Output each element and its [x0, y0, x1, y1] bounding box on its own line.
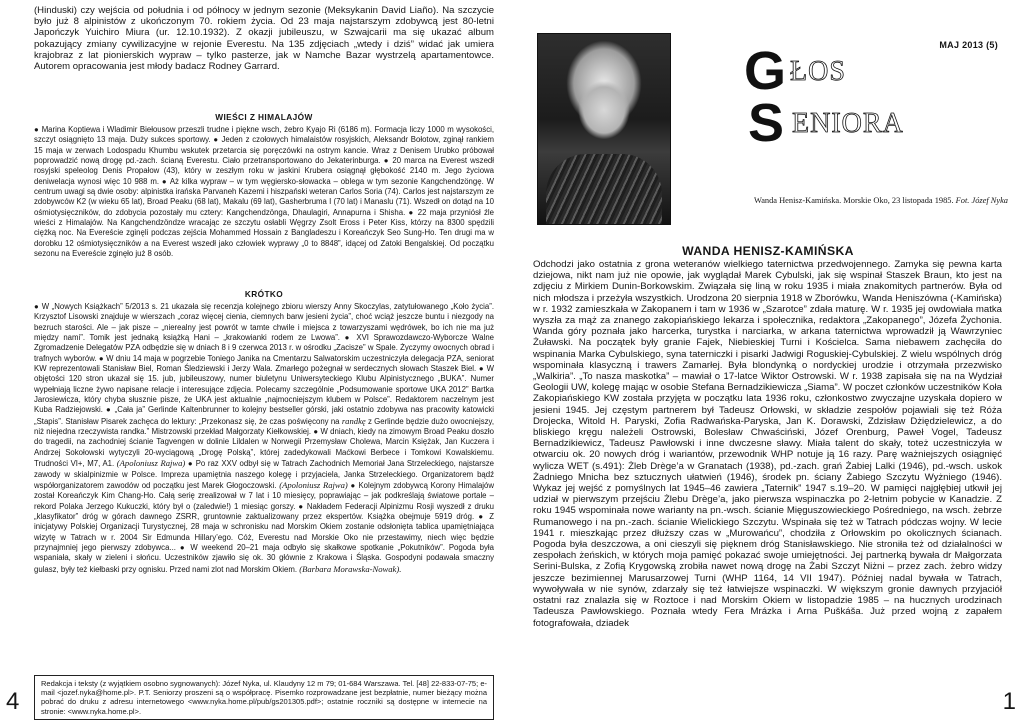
page-number-right: 1: [1002, 688, 1016, 715]
masthead-eniora: ENIORA: [792, 108, 904, 139]
right-page: [512, 0, 1024, 724]
section-heading-krotko: KRÓTKO: [244, 289, 284, 299]
photo-caption: [708, 196, 1008, 205]
krotko-em-4: (Barbara Morawska-Nowak).: [299, 563, 402, 574]
photo-coat-shape: [546, 154, 662, 224]
krotko-text-b: z Gerlinde będzie dużo owocniejszy, niż niejedna rzeczywista randka.” Mistrzowski przekład Małgorzaty Kiełkowskiej. ● W dniach, kiedy na zimowym Broad Peaku doszło do tragedii, na zachodniej ścianie Tagvengen w dolinie Lildalen w Norwegii Przemysław Cholewa, Marcin Księżak, Jan Kuczera i Andrzej Sokołowski wytyczyli 20-wyciągową „Drogę Polską”, której zadedykowali Maćkowi Berbece i Tomkowi Kowalskiemu. Trudności VI+, M7, A1.: [34, 416, 495, 469]
imprint-box: Redakcja i teksty (z wyjątkiem osobno sygnowanych): Józef Nyka, ul. Klaudyny 12 m 79; 01-684 Warszawa. Tel. [48] 22-833-07-75; e-mail <jozef.nyka@home.pl>. P.T. Seniorzy proszeni są o współpracę. Pisemko rozprowadzane jest bezpłatnie, numer bieżący można pobrać do druku z adresu internetowego <www.nyka.home.pl/pub/gs201305.pdf>; ostatnie roczniki są dostępne w internecie na stronie: <www.nyka.home.pl>.: [34, 675, 494, 720]
caption-credit: Fot. Józef Nyka: [955, 196, 1008, 205]
krotko-em-1: randkę: [341, 415, 366, 426]
masthead-letter-s: S: [748, 93, 785, 153]
krotko-text-c: ● Po raz XXV odbył się w Tatrach Zachodnich Memoriał Jana Strzeleckiego, najstarsze zawody w skialpinizmie w Polsce. Impreza upamiętnia naszego kolegę i przyjaciela, Janka Strzeleckiego. Organizatorem bądź współorganizatorem zawodów od początku jest Marek Głogoczowski.: [34, 459, 494, 490]
krotko-paragraph: [34, 302, 494, 575]
section-heading-himalaje: WIEŚCI Z HIMALAJÓW: [215, 112, 313, 122]
himalaje-paragraph: ● Marina Koptiewa i Wladimir Biełousow przeszli trudne i piękne wsch, żebro Kyajo Ri (6186 m). Formacja liczy 1000 m wysokości, szczyt osiągnięto 13 maja. Duży sukces sportowy. ● Jeden z czołowych himalaistów rosyjskich, Aleksandr Bołotow, zginął rankiem 15 maja w zerwach Lodospadu Khumbu wskutek przetarcia się poręczówki na ostrym kancie. Wraz z Denisem Urubko próbował poprowadzić nową drogę pd.-zach. ścianą Everestu. Ciało przetransportowano do Jekaterinburga. ● 20 marca na Everest wszedł rosyjski speleolog Denis Propałow (43), który w zeszłym roku w jaskini Krubera osiągnął głębokość 2140 m. Jego życiowa deniwelacja wynosi więc 10 988 m. ● Aż kilka wypraw – w tym węgiersko-słowacka – oblega w tym sezonie Kangchendzöngę. W centrum uwagi są dwie osoby: alpinistka irańska Parvaneh Kazemi i hiszpański weteran Carlos Soria (74). Carlos jest najstarszym ze zdobywców K2 (w wieku 65 lat), Broad Peaku (68 lat), Makalu (69 lat), Gasherbruma I (70 lat) i Manaslu (71). Wszedł on dotąd na 10 ośmiotysięczników, do zdobycia pozostały mu cztery: Kangchendzönga, Dhaulagiri, Annapurna i Shisha. ● 22 maja przyniósł źle wieści z Himalajów. Na Kangchendzöndze wracając ze szczytu osłabli Węgrzy Zsolt Eross i Peter Kiss, którzy na 8300 spędzili ciężką noc. Na Evereście zginęli podczas zejścia Mohammed Hossain z Bangladeszu i Koreańczyk Seo Sung-Ho. Ten drugi ma w dorobku 12 ośmiotysięczników a na Everest wszedł jako człowiek wyprawy „0 to 8848”, idącej od Zatoki Bengalskiej. Od początku sezonu na Evereście zginęło już 8 osób.: [34, 125, 494, 259]
portrait-photo: [537, 33, 671, 225]
article-body: Odchodzi jako ostatnia z grona weteranów wielkiego taternictwa przedwojennego. Zamyka się pewna karta dziejowa, nikt nam już nie opowie, jak wyglądał Marek Cybulski, jak się wspinał Staszek Braun, kto jest na zdjęciu z Mirkiem Dunin-Borkowskim. Związała się liną w roku 1935 i miała znakomitych partnerów. Była od nich młodsza i przeżyła wszystkich. Urodzona 20 sierpnia 1918 w Zborówku, Wanda Heniszówna (-Kamińska) w r. 1932 zamieszkała w Zakopanem i tam w 1936 w „Szarotce” zdała maturę. W r. 1935 jej owdowiała matka wyszła za mąż za znanego zakopiańskiego lekarza i społecznika, redaktora „Zakopanego”, Józefa Żychonia. Wanda góry poznała jako harcerka, turystka i narciarka, w arkana taternictwa wprowadził ją Wawrzyniec Żuławski. Na początek były granie Fajek, Niebieskiej Turni i Kościelca. Sama niebawem zachęciła do wspinania Marka Cybulskiego, syna taterniczki i pisarki Jadwigi Roguskiej-Cybulskiej. Z wielu wspólnych dróg wspominała klasyczną i trawers Zamarłej. Była blondynką o nordyckiej urodzie i otrzymała przezwisko „Walkiria”. „To nasza maskotka” – mawiał o 17-latce Wiktor Ostrowski. W r. 1938 zapisała się na na Wydział Geologii UW, kolegę mając w osobie Stefana Bernadzikiewicza „Siama”. W poczet członków uczestników Koła Zakopiańskiego KW została przyjęta w początku lata 1936 roku, członkostwo zwyczajne uzyskała dopiero w jesieni 1945. Jej częstym partnerem był Tadeusz Orłowski, w składzie zespołów pojawiali się też Róża Drojecka, Witold H. Paryski, Zofia Radwańska-Paryska, Jan K. Dorawski, Zdzisław Dżiędzielewicz, a do bliskiego kręgu należeli Ostrowski, Bolesław Chwaściński, Józef Orenburg, Paweł Vogel, Tadeusz Bernadzikiewicz, Tadeusz Pawłowski i inne dwczesne sławy. Miała talent do skały, toteż uczestniczyła w otwarciu ok. 20 nowych dróg i wariantów, przewodnik WHP notuje ją 16 razy. Parę ważniejszych osiągnięć wylicza WET (s.491): Żleb Drège’a w Granatach (1938), pd.-zach. grań Żabiej Lalki (1946), pd.-wsch. uskok Żadniego Mnicha bez sztucznych ułatwień (1946), środek pn. ściany Żabiego Szczytu Wyżniego (1946). Wykaz jej wejść z pomyślnych lat 1945–46 zawiera „Taternik” 1947 s.19–20. W pamięci najgłębiej utkwił jej udział w pierwszym przejściu Żlebu Drège’a, jako pierwsza wspinaczka po 2-letnim pobycie w Kanadzie. Z roku 1945 wspominała nowe warianty na pn.-wsch. ścianie Mięguszowieckiego Pośredniego, na wsch. żebrze Rumanowego i na pn.-zach. ścianie Wielickiego Szczytu. Wspinała się też w Tatrach pódczas wojny. W lecie 1941 r. mieszkając przez dłuższy czas w „Murowańcu”, chodziła z Orłowskim po okolicznych ścianach. Pogoda była deszczowa, a oni cieszyli się pięknem dróg Stanisławskiego. Nie stroniła też od działalności w zespołach żeńskich, w których moja pamięć pokazać swoje umiejętności. Jej partnerką bywała dr Małgorzata Serini-Bulska, z Zofią Krygowską zrobiła nawet nową drogę na Żabi Szczyt Niżni – przez zach. żebro widzy jeszcze bezimiennej Marusarzowej Turni (WHP 1164, 14 VII 1947). Później nadal bywała w Tatrach, wywoływała w nie synów, zdarzały się też łatwiejsze wspinaczki. W większym gronie dawnych przyjaciół ostatni raz znalazła się w Roztoce i nad Morskim Okiem w listopadzie 1985 – na hucznych urodzinach Tadeusza Pawłowskiego. Poznała wtedy Fera Mrázka i Arna Puškáša. Już przed wojną z zapałem fotografowała, dziadek: [533, 259, 1002, 629]
page-number-left: 4: [6, 688, 20, 715]
krotko-em-3: (Apoloniusz Rajwa): [279, 479, 348, 490]
intro-paragraph: (Hinduski) czy wejścia od południa i od północy w jednym sezonie (Meksykanin David Liaño). Na szczycie było już 8 alpinistów z ukończonym 70. rokiem życia. Od 23 maja najstarszym zdobywcą jest 80-letni Japończyk Yuichiro Miura (ur. 12.10.1932). Z okazji jubileuszu, w Szwajcarii ma się ukazać album pokazujący zmiany cywilizacyjne w rejonie Everestu. Na 135 zdjęciach „wtedy i dziś” widać jak umiera krajobraz z lat pionierskich wypraw – tylko pasterze, jak w Namche Bazar wystrzelą apartamentowce. Autorem opracowania jest młody badacz Rodney Garrard.: [34, 5, 494, 73]
caption-text: Wanda Henisz-Kamińska. Morskie Oko, 23 listopada 1985.: [753, 196, 954, 205]
issue-date: MAJ 2013 (5): [939, 40, 998, 50]
article-title: WANDA HENISZ-KAMIŃSKA: [682, 244, 854, 258]
krotko-em-2: (Apoloniusz Rajwa): [116, 458, 186, 469]
masthead-letter-g: G: [744, 41, 787, 101]
krotko-text-a: ● W „Nowych Książkach” 5/2013 s. 21 ukazała się recenzja kolejnego zbioru wierszy Anny Skoczylas, zatytułowanego „Koło życia”. Krzysztof Lisowski znajduje w wierszach „coraz więcej cienia, ciemnych barw jesieni życia”, choć wciąż jeszcze buntu i niezgody na bezruch starości. Ale – jak pisze – „nierealny jest powrót w tamte chwile i miejsca z towarzyszami wędrówek, bo ich nie ma już między nami”. Tomik jest jednaką książką Hani – „krakowianki rodem ze Lwowa”. ● XVI Sprawozdawczo-Wyborcze Walne Zgromadzenie Delegatów PZA odbędzie się w dniach 8 i 9 czerwca 2013 r. w ośrodku „Zacisze” w Spale. Życzymy owocnych obrad i trafnych wyborów. ● W dniu 14 maja w pogrzebie Toniego Janika na Cmentarzu Salwatorskim uczestniczyła delegacja PZA, seniorat KW reprezentowali Stanisław Biel, Roman Śledziewski i Jerzy Wala. Zmarłego pożegnał w serdecznych słowach Staszek Biel. ● W objętości 120 stron ukazał się 15. jub, jubileuszowy, numer biuletynu Uniwersyteckiego Klubu Alpinistycznego „BUKA”. Numer wypełniają liczne żywo napisane relacje i interesujące zdjęcia. Polecamy szczególnie „Podsumowanie sportowe UKA 2012” Bartka Jarosiewicza, który chyba słusznie pisze, że UKA jest aktualnie „najmocniejszym klubem w Polsce”. Redaktorem naczelnym jest Kuba Radziejowski. ● „Cała ja” Gerlinde Kaltenbrunner to kolejny bestseller górski, jaki ostatnio zdobywa nas pracowity katowicki „Stapis”. Stanisław Pisarek zachęca do lektury: „Przekonasz się, że czas poświęcony na: [34, 302, 494, 426]
masthead-los: ŁOS: [790, 56, 846, 87]
krotko-text-d: ● Kolejnym zdobywcą Korony Himalajów został Koreańczyk Kim Chang-Ho. Całą serię zrealizował w 7 lat i 10 miesięcy, poprawiając – jak podkreślają światowe portale – rekord Polaka Jerzego Kukuczki, który był o (zaledwie!) 1 miesiąc gorszy. ● Nakładem Federacji Alpinizmu Rosji wyszedł z druku „klasyfikator” dróg w górach dawnego ZSRR, gruntownie zaktualizowany przez ekspertów. Książka obejmuje 5919 dróg. ● Z inicjatywy Polskiej Organizacji Turystycznej, 28 maja w schronisku nad Morskim Okiem zostanie odsłonięta tablica upamiętniająca wizytę w Tatrach w r. 2004 Sir Edmunda Hillary’ego. Cóż, Everestu nad Morskie Oko nie przestawimy, niech więc będzie przynajmniej jego pierwszy zdobywca... ● W weekend 20–21 maja odbyło się skałkowe spotkanie „Pokutników”. Pogoda była wspaniała, skały w zieleni i słońcu. Uczestników zjawiło się ok. 30 głównie z Krakowa i Śląska. Gospodyni podawała smaczny gulasz, były też kiełbaski przy ognisku. Przed nami zlot nad Morskim Okiem.: [34, 480, 494, 574]
